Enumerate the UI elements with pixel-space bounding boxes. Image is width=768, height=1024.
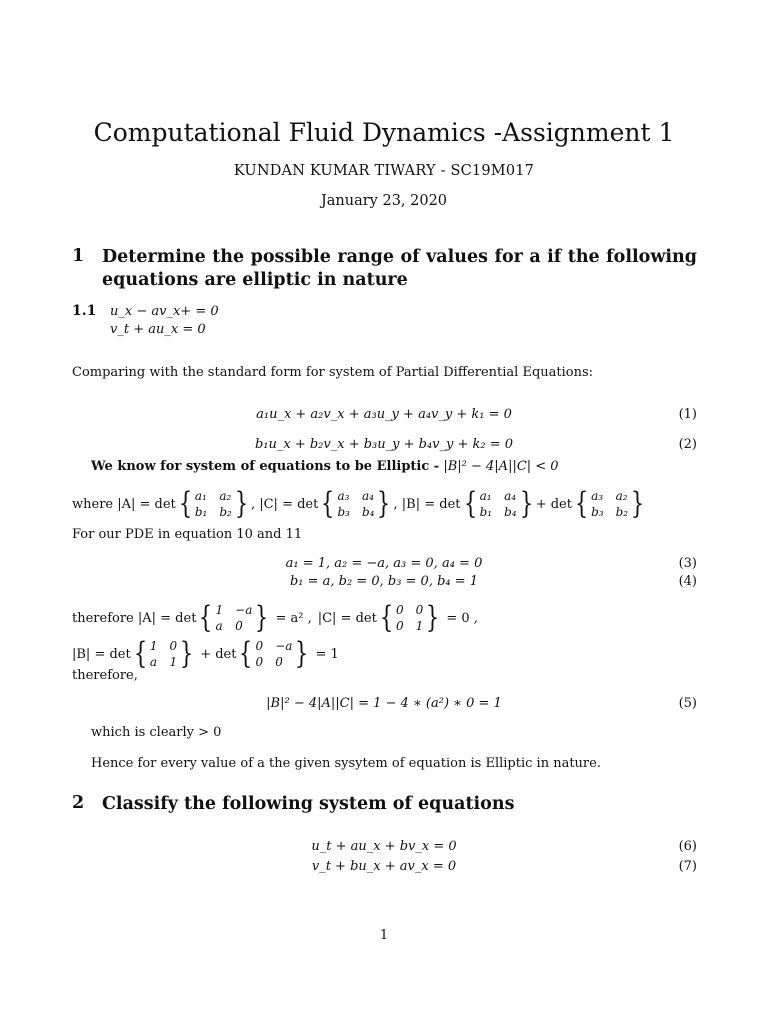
matrix-cell: 0	[235, 619, 243, 633]
equation-2-number: (2)	[678, 437, 697, 452]
equation-3: a₁ = 1, a₂ = −a, a₃ = 0, a₄ = 0	[285, 556, 483, 571]
matrix-b1-values	[150, 639, 177, 669]
left-brace: {	[178, 486, 193, 521]
determinant-b-value	[72, 636, 339, 672]
right-brace: }	[295, 636, 309, 671]
matrix-cell: 1	[169, 655, 178, 669]
matrix-b2	[591, 489, 628, 519]
conclusion-text: Hence for every value of a the given sysytem of equation is Elliptic in nature.	[91, 756, 601, 771]
equation-1-number: (1)	[678, 407, 697, 422]
right-brace: }	[255, 600, 269, 635]
matrix-cell: 1	[149, 639, 158, 653]
section-1-number: 1	[72, 246, 85, 266]
subsection-eq2: v_t + au_x = 0	[110, 322, 206, 337]
section-2-heading	[0, 793, 768, 819]
det-a-label: where |A| = det	[72, 496, 176, 512]
matrix-cell: b₁	[479, 505, 493, 519]
matrix-cell: 0	[255, 639, 264, 653]
matrix-b1	[480, 489, 517, 519]
equation-2: b₁u_x + b₂v_x + b₃u_y + b₄v_y + k₂ = 0	[254, 437, 514, 452]
equation-5: |B|² − 4|A||C| = 1 − 4 ∗ (a²) ∗ 0 = 1	[266, 696, 502, 711]
right-brace: }	[426, 600, 440, 635]
det-b-label: , |B| = det	[393, 496, 461, 512]
right-brace: }	[519, 486, 533, 521]
matrix-cell: a₄	[504, 489, 517, 503]
matrix-cell: a₄	[361, 489, 374, 503]
equation-4: b₁ = a, b₂ = 0, b₃ = 0, b₄ = 1	[289, 574, 479, 589]
elliptic-condition	[91, 459, 559, 474]
matrix-cell: a₃	[591, 489, 604, 503]
equation-6-number: (6)	[678, 839, 697, 854]
b-result: = 1	[315, 646, 339, 662]
section-2-number: 2	[72, 793, 85, 813]
right-brace: }	[234, 486, 249, 521]
matrix-a-values	[216, 603, 253, 633]
section-1-heading	[0, 246, 768, 296]
left-brace: {	[463, 486, 477, 521]
matrix-cell: a	[149, 655, 157, 669]
section-2-title: Classify the following system of equations	[102, 794, 515, 814]
therefore-a-label: therefore |A| = det	[72, 610, 197, 626]
matrix-c	[337, 489, 374, 519]
a-result: = a² ,	[275, 610, 312, 626]
matrix-cell: 0	[169, 639, 178, 653]
left-brace: {	[379, 600, 394, 635]
matrix-cell: 0	[395, 619, 404, 633]
pde-text: For our PDE in equation 10 and 11	[72, 527, 303, 542]
equation-5-number: (5)	[678, 696, 697, 711]
left-brace: {	[239, 636, 253, 671]
c-label: |C| = det	[317, 610, 377, 626]
matrix-cell: a₃	[337, 489, 350, 503]
matrix-cell: a₂	[219, 489, 232, 503]
matrix-cell: 1	[415, 619, 424, 633]
equation-7: v_t + bu_x + av_x = 0	[311, 859, 457, 874]
plus-det-label: + det	[535, 496, 572, 512]
subsection-number: 1.1	[72, 303, 97, 319]
matrix-cell: b₂	[615, 505, 629, 519]
left-brace: {	[133, 636, 147, 671]
determinant-definitions	[72, 486, 647, 522]
equation-1: a₁u_x + a₂v_x + a₃u_y + a₄v_y + k₁ = 0	[256, 407, 512, 422]
matrix-cell: b₄	[504, 505, 517, 519]
subsection-eq1: u_x − av_x+ = 0	[110, 304, 219, 319]
matrix-cell: −a	[235, 603, 253, 617]
matrix-cell: b₄	[361, 505, 375, 519]
equation-4-number: (4)	[678, 574, 697, 589]
left-brace: {	[321, 486, 335, 521]
det-c-label: , |C| = det	[250, 496, 319, 512]
matrix-cell: a	[215, 619, 223, 633]
right-brace: }	[630, 486, 645, 521]
matrix-c-values	[396, 603, 423, 633]
matrix-a	[195, 489, 232, 519]
c-result: = 0 ,	[446, 610, 478, 626]
intro-text: Comparing with the standard form for system of Partial Differential Equations:	[72, 365, 594, 380]
matrix-cell: a₁	[479, 489, 492, 503]
matrix-cell: 1	[215, 603, 224, 617]
therefore-text: therefore,	[72, 668, 138, 683]
plus-det-label-2: + det	[200, 646, 237, 662]
section-1-title: Determine the possible range of values for a if the following equations are elliptic in nature	[102, 247, 697, 290]
equation-3-number: (3)	[678, 556, 697, 571]
elliptic-condition-text: We know for system of equations to be Elliptic -	[91, 459, 440, 474]
matrix-cell: b₂	[219, 505, 232, 519]
matrix-cell: a₁	[194, 489, 207, 503]
date: January 23, 2020	[320, 193, 448, 209]
matrix-cell: 0	[415, 603, 424, 617]
matrix-cell: a₂	[615, 489, 628, 503]
matrix-b2-values	[256, 639, 293, 669]
matrix-cell: b₁	[194, 505, 208, 519]
page-title: Computational Fluid Dynamics -Assignment 1	[93, 118, 675, 147]
matrix-cell: b₃	[591, 505, 604, 519]
equation-6: u_t + au_x + bv_x = 0	[311, 839, 457, 854]
clearly-text: which is clearly > 0	[91, 725, 222, 740]
matrix-cell: 0	[275, 655, 283, 669]
author: KUNDAN KUMAR TIWARY - SC19M017	[233, 163, 535, 179]
page-number: 1	[379, 928, 389, 943]
right-brace: }	[377, 486, 391, 521]
right-brace: }	[179, 636, 194, 671]
matrix-cell: −a	[275, 639, 293, 653]
b-label: |B| = det	[72, 646, 131, 662]
determinant-a-c-values	[72, 600, 478, 636]
matrix-cell: 0	[255, 655, 264, 669]
left-brace: {	[199, 600, 213, 635]
left-brace: {	[574, 486, 589, 521]
matrix-cell: 0	[395, 603, 404, 617]
matrix-cell: b₃	[337, 505, 350, 519]
elliptic-condition-formula: |B|² − 4|A||C| < 0	[443, 459, 559, 474]
equation-7-number: (7)	[678, 859, 697, 874]
